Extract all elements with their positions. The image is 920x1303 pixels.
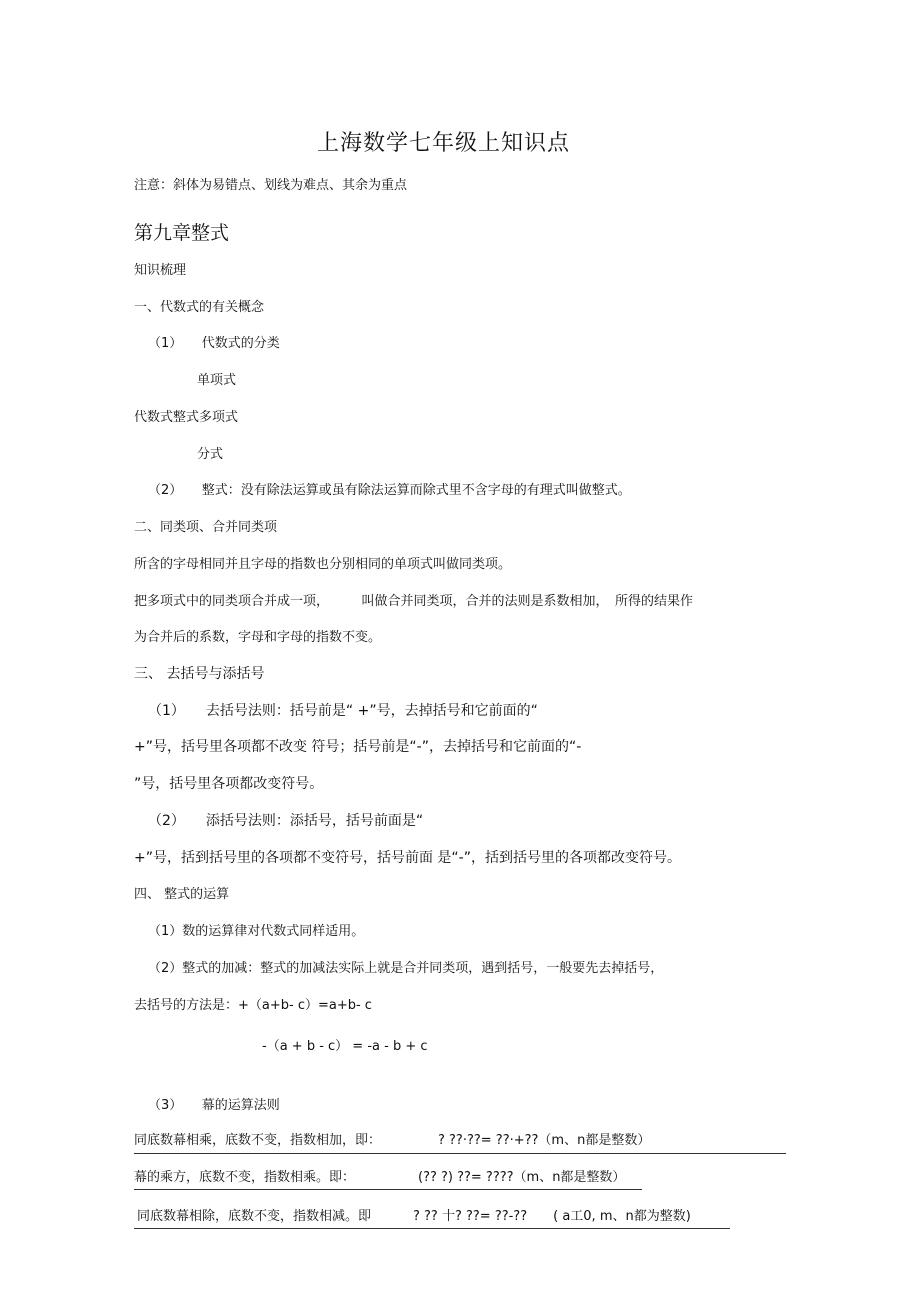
- tree-middle-row: 代数式整式多项式: [134, 410, 239, 425]
- section-4-heading: 四、 整式的运算: [134, 887, 230, 902]
- section-3-line-5: +”号，括到括号里的各项都不变符号，括号前面 是“-”，括到括号里的各项都改变符号。: [134, 850, 681, 866]
- rule-1-text: 同底数幕相乘，底数不变，指数相加，即：: [134, 1133, 382, 1148]
- section-4-line-4: -（a + b - c） = -a - b + c: [262, 1039, 428, 1054]
- section-1-heading: 一、代数式的有关概念: [134, 300, 265, 315]
- section-2-paragraph-3: 为合并后的系数，字母和字母的指数不变。: [134, 630, 382, 645]
- rule-2-formula: (?? ?) ??= ????（m、n都是整数）: [418, 1170, 626, 1185]
- section-2-paragraph-2: 把多项式中的同类项合并成一项， 叫做合并同类项，合并的法则是系数相加， 所得的结果作: [134, 594, 694, 609]
- section-4-line-1: （1）数的运算律对代数式同样适用。: [148, 924, 365, 939]
- underline-1: [134, 1153, 786, 1154]
- section-3-line-2: +”号，括号里各项都不改变 符号；括号前是“-”，去掉括号和它前面的“-: [134, 739, 582, 755]
- rule-2-text: 幕的乘方，底数不变，指数相乘。即：: [134, 1170, 356, 1185]
- underline-3: [134, 1228, 730, 1229]
- underline-2: [134, 1189, 642, 1190]
- section-2-paragraph-1: 所含的字母相同并且字母的指数也分别相同的单项式叫做同类项。: [134, 557, 512, 572]
- section-3-line-1: （1） 去括号法则：括号前是“ +”号，去掉括号和它前面的“: [148, 703, 538, 719]
- section-4-line-3: 去括号的方法是：+（a+b- c）=a+b- c: [134, 998, 372, 1013]
- rule-1-formula: ? ??·??= ??·+??（m、n都是整数）: [438, 1133, 651, 1148]
- section-1-item-2: （2） 整式：没有除法运算或虽有除法运算而除式里不含字母的有理式叫做整式。: [148, 483, 631, 498]
- section-4-line-2: （2）整式的加减：整式的加减法实际上就是合并同类项，遇到括号，一般要先去掉括号，: [148, 961, 664, 976]
- rule-3-formula: ? ?? 十? ??= ??-?? ( a工0, m、n都为整数): [413, 1209, 691, 1224]
- chapter-heading: 第九章整式: [134, 222, 230, 244]
- section-3-heading: 三、 去括号与添括号: [134, 666, 265, 682]
- section-4-line-5: （3） 幕的运算法则: [148, 1098, 280, 1113]
- section-3-line-3: ”号，括号里各项都改变符号。: [134, 776, 324, 792]
- document-title: 上海数学七年级上知识点: [317, 131, 571, 156]
- section-3-line-4: （2） 添括号法则：添括号，括号前面是“: [148, 813, 424, 829]
- tree-monomial: 单项式: [197, 373, 237, 388]
- section-1-item-1: （1） 代数式的分类: [148, 336, 280, 351]
- section-label: 知识梳理: [134, 263, 187, 278]
- rule-3-text: 同底数幕相除，底数不变，指数相减。即: [137, 1209, 372, 1224]
- tree-fraction: 分式: [197, 447, 224, 462]
- note-line: 注意：斜体为易错点、划线为难点、其余为重点: [134, 178, 408, 193]
- section-2-heading: 二、同类项、合并同类项: [134, 520, 278, 535]
